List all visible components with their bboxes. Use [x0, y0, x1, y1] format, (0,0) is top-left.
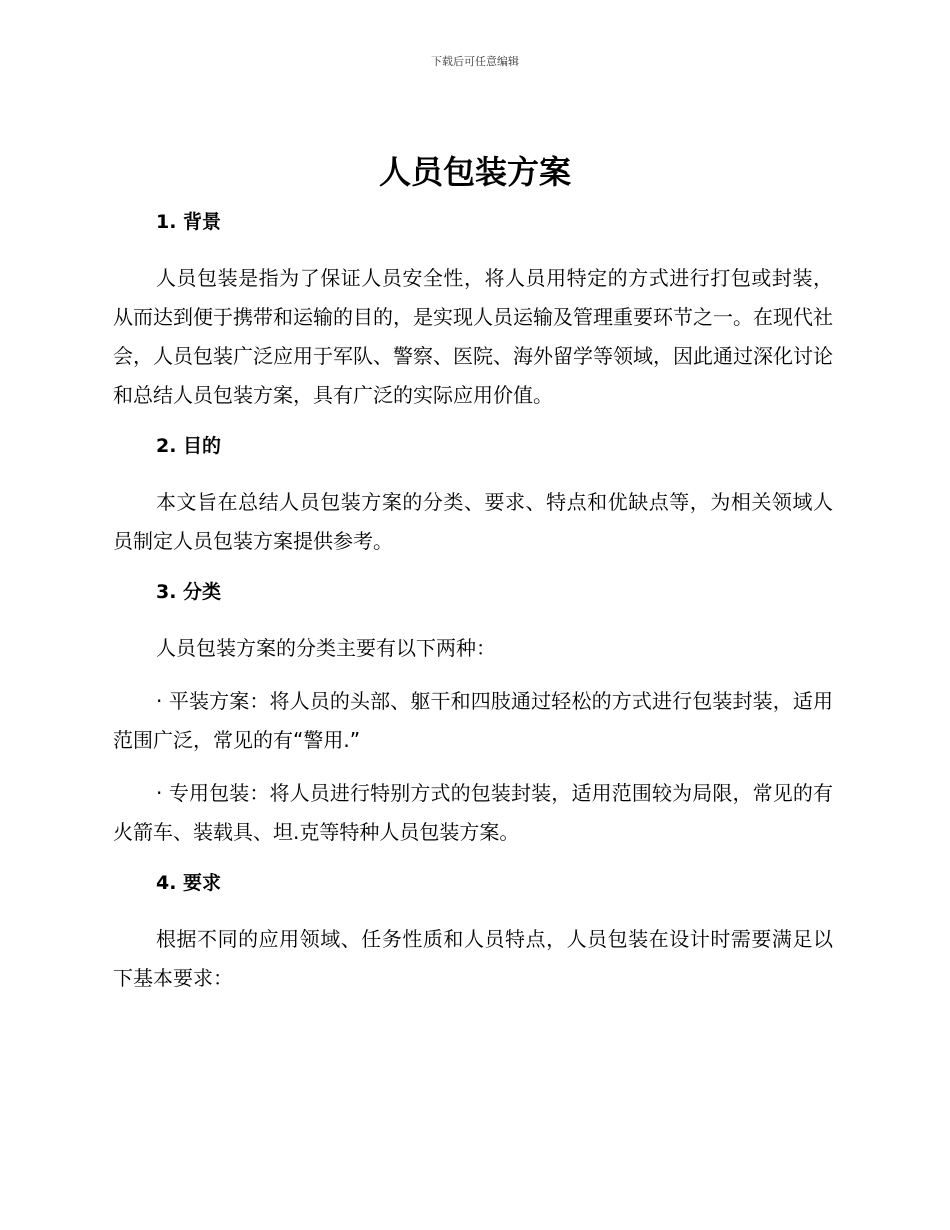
section-heading: 3. 分类: [156, 581, 222, 603]
section-heading: 2. 目的: [156, 435, 222, 457]
paragraph: 根据不同的应用领域、任务性质和人员特点，人员包装在设计时需要满足以下基本要求：: [113, 927, 833, 990]
section-heading: 1. 背景: [156, 211, 222, 233]
section-requirements: [113, 866, 833, 998]
section-purpose: [113, 429, 833, 561]
paragraph: 人员包装是指为了保证人员安全性，将人员用特定的方式进行打包或封装，从而达到便于携带和运输的目的，是实现人员运输及管理重要环节之一。在现代社会，人员包装广泛应用于军队、警察、医院、海外留学等领域，因此通过深化讨论和总结人员包装方案，具有广泛的实际应用价值。: [113, 266, 833, 407]
bullet-paragraph: · 平装方案：将人员的头部、躯干和四肢通过轻松的方式进行包装封装，适用范围广泛，常见的有“警用.”: [113, 689, 833, 752]
paragraph: 人员包装方案的分类主要有以下两种：: [156, 636, 496, 660]
paragraph: 本文旨在总结人员包装方案的分类、要求、特点和优缺点等，为相关领域人员制定人员包装方案提供参考。: [113, 490, 833, 553]
section-heading: 4. 要求: [156, 872, 222, 894]
bullet-paragraph: · 专用包装：将人员进行特别方式的包装封装，适用范围较为局限，常见的有火箭车、装载具、坦.克等特种人员包装方案。: [113, 781, 833, 844]
section-background: [113, 205, 833, 415]
document-body: [113, 205, 833, 1012]
page-header-note: 下载后可任意编辑: [431, 55, 519, 68]
document-title: 人员包装方案: [378, 153, 571, 191]
section-classification: [113, 575, 833, 852]
